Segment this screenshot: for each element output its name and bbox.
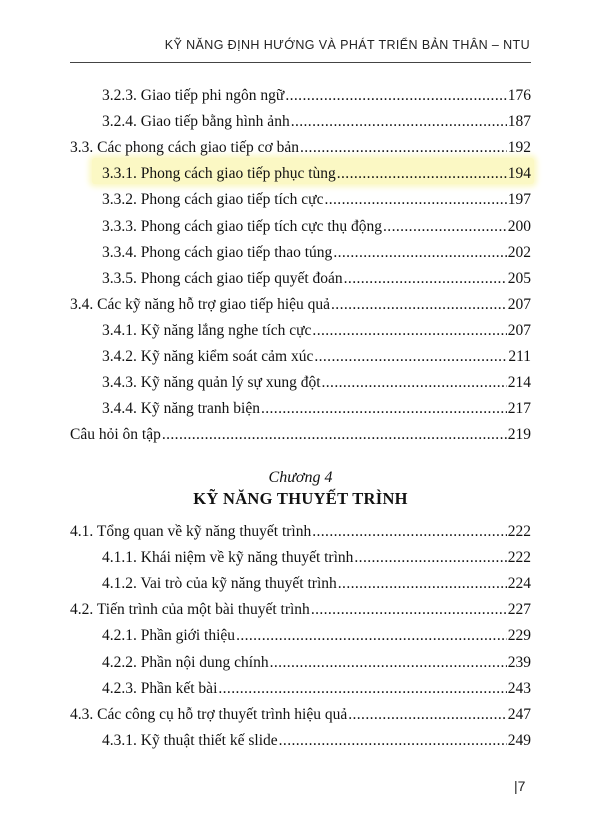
dot-leader <box>337 164 507 184</box>
running-header: KỸ NĂNG ĐỊNH HƯỚNG VÀ PHÁT TRIỂN BẢN THÂN – NTU <box>164 38 530 52</box>
toc-entry-page: 249 <box>507 731 531 749</box>
dot-leader <box>354 548 506 568</box>
dot-leader <box>270 653 507 673</box>
toc-entry[interactable] <box>102 572 531 594</box>
toc-entry-title: 4.3.1. Kỹ thuật thiết kế slide <box>102 731 278 749</box>
dot-leader <box>279 731 507 751</box>
toc-entry-title: 3.3.3. Phong cách giao tiếp tích cực thụ động <box>102 217 383 235</box>
toc-entry[interactable] <box>70 703 531 725</box>
toc-entry[interactable] <box>70 520 531 542</box>
dot-leader <box>285 86 506 106</box>
toc-entry-title: 3.3.1. Phong cách giao tiếp phục tùng <box>102 165 336 183</box>
toc-entry-page: 200 <box>507 217 531 235</box>
toc-entry-page: 202 <box>507 243 531 261</box>
toc-entry-title: 3.4.1. Kỹ năng lắng nghe tích cực <box>102 321 312 339</box>
toc-entry-title: 3.3.2. Phong cách giao tiếp tích cực <box>102 191 324 209</box>
dot-leader <box>312 522 507 542</box>
toc-entry[interactable] <box>70 293 531 315</box>
toc-entry[interactable] <box>102 729 531 751</box>
toc-entry-title: 4.3. Các công cụ hỗ trợ thuyết trình hiệu quả <box>70 705 348 723</box>
toc-entry-page: 207 <box>507 295 531 313</box>
toc-entry-page: 214 <box>507 374 531 392</box>
toc-entry-page: 219 <box>507 426 531 444</box>
toc-entry-page: 205 <box>507 269 531 287</box>
toc-entry[interactable] <box>102 397 531 419</box>
toc-entry[interactable] <box>102 215 531 237</box>
toc-entry[interactable] <box>102 241 531 263</box>
toc-entry-title: 4.2.1. Phần giới thiệu <box>102 627 236 645</box>
dot-leader <box>311 600 507 620</box>
toc-entry[interactable] <box>102 624 531 646</box>
toc-entry-page: 192 <box>507 139 531 157</box>
toc-entry-title: 4.2. Tiến trình của một bài thuyết trình <box>70 601 310 619</box>
toc-entry-title: 3.3.4. Phong cách giao tiếp thao túng <box>102 243 333 261</box>
header-divider <box>70 62 531 63</box>
dot-leader <box>312 321 506 341</box>
dot-leader <box>331 295 507 315</box>
dot-leader <box>236 626 507 646</box>
page-number: |7 <box>514 778 526 794</box>
toc-entry[interactable] <box>102 188 531 210</box>
toc-entry[interactable] <box>70 598 531 620</box>
toc-entry[interactable] <box>102 84 531 106</box>
dot-leader <box>344 269 507 289</box>
toc-entry[interactable] <box>102 110 531 132</box>
toc-entry[interactable] <box>102 651 531 673</box>
toc-entry[interactable] <box>102 345 531 367</box>
toc-entry-page: 222 <box>507 523 531 540</box>
toc-entry-page: 243 <box>507 679 531 697</box>
dot-leader <box>314 347 507 367</box>
toc-entry-title: 3.3. Các phong cách giao tiếp cơ bản <box>70 139 299 157</box>
dot-leader <box>291 112 507 132</box>
toc-entry-title: 3.4.4. Kỹ năng tranh biện <box>102 400 260 418</box>
toc-entry-page: 239 <box>507 653 531 671</box>
toc-entry-title: 4.2.3. Phần kết bài <box>102 679 218 697</box>
toc-entry-page: 229 <box>507 627 531 645</box>
toc-entry-title: 3.4.2. Kỹ năng kiểm soát cảm xúc <box>102 348 314 365</box>
toc-entry[interactable] <box>102 677 531 699</box>
toc-entry-title: 3.2.3. Giao tiếp phi ngôn ngữ <box>102 87 285 104</box>
toc-entry-page: 217 <box>507 400 531 418</box>
toc-entry-page: 224 <box>507 575 531 593</box>
toc-entry[interactable] <box>70 136 531 158</box>
dot-leader <box>383 217 507 237</box>
toc-entry-title: 4.2.2. Phần nội dung chính <box>102 653 269 671</box>
toc-entry-page: 187 <box>507 113 531 131</box>
toc-entry-title: 4.1.2. Vai trò của kỹ năng thuyết trình <box>102 575 337 593</box>
dot-leader <box>333 243 506 263</box>
toc-entry-title: 3.3.5. Phong cách giao tiếp quyết đoán <box>102 269 343 287</box>
toc-entry[interactable] <box>102 162 531 184</box>
toc-entry-page: 211 <box>508 348 531 365</box>
toc-entry[interactable] <box>70 423 531 445</box>
dot-leader <box>338 574 507 594</box>
chapter-title: KỸ NĂNG THUYẾT TRÌNH <box>193 489 408 508</box>
toc-entry-page: 222 <box>507 549 531 567</box>
dot-leader <box>324 190 506 210</box>
toc-entry-title: 4.1.1. Khái niệm về kỹ năng thuyết trình <box>102 549 354 567</box>
toc-entry-title: 4.1. Tổng quan về kỹ năng thuyết trình <box>70 523 312 540</box>
toc-entry-title: 3.2.4. Giao tiếp bằng hình ảnh <box>102 113 290 131</box>
dot-leader <box>218 679 506 699</box>
toc-entry[interactable] <box>102 267 531 289</box>
toc-entry-page: 197 <box>507 191 531 209</box>
toc-entry-page: 247 <box>507 705 531 723</box>
toc-entry-page: 176 <box>507 87 531 104</box>
toc-entry[interactable] <box>102 371 531 393</box>
toc-entry-title: 3.4.3. Kỹ năng quản lý sự xung đột <box>102 374 321 392</box>
toc-entry-title: Câu hỏi ôn tập <box>70 426 161 444</box>
dot-leader <box>261 399 507 419</box>
chapter-label: Chương 4 <box>268 469 333 486</box>
dot-leader <box>348 705 507 725</box>
dot-leader <box>322 373 507 393</box>
toc-entry-page: 207 <box>507 321 531 339</box>
toc-entry[interactable] <box>102 319 531 341</box>
toc-entry-title: 3.4. Các kỹ năng hỗ trợ giao tiếp hiệu quả <box>70 295 331 313</box>
toc-entry-page: 194 <box>507 165 531 183</box>
toc-entry-page: 227 <box>507 601 531 619</box>
dot-leader <box>300 138 507 158</box>
dot-leader <box>162 425 507 445</box>
toc-entry[interactable] <box>102 546 531 568</box>
